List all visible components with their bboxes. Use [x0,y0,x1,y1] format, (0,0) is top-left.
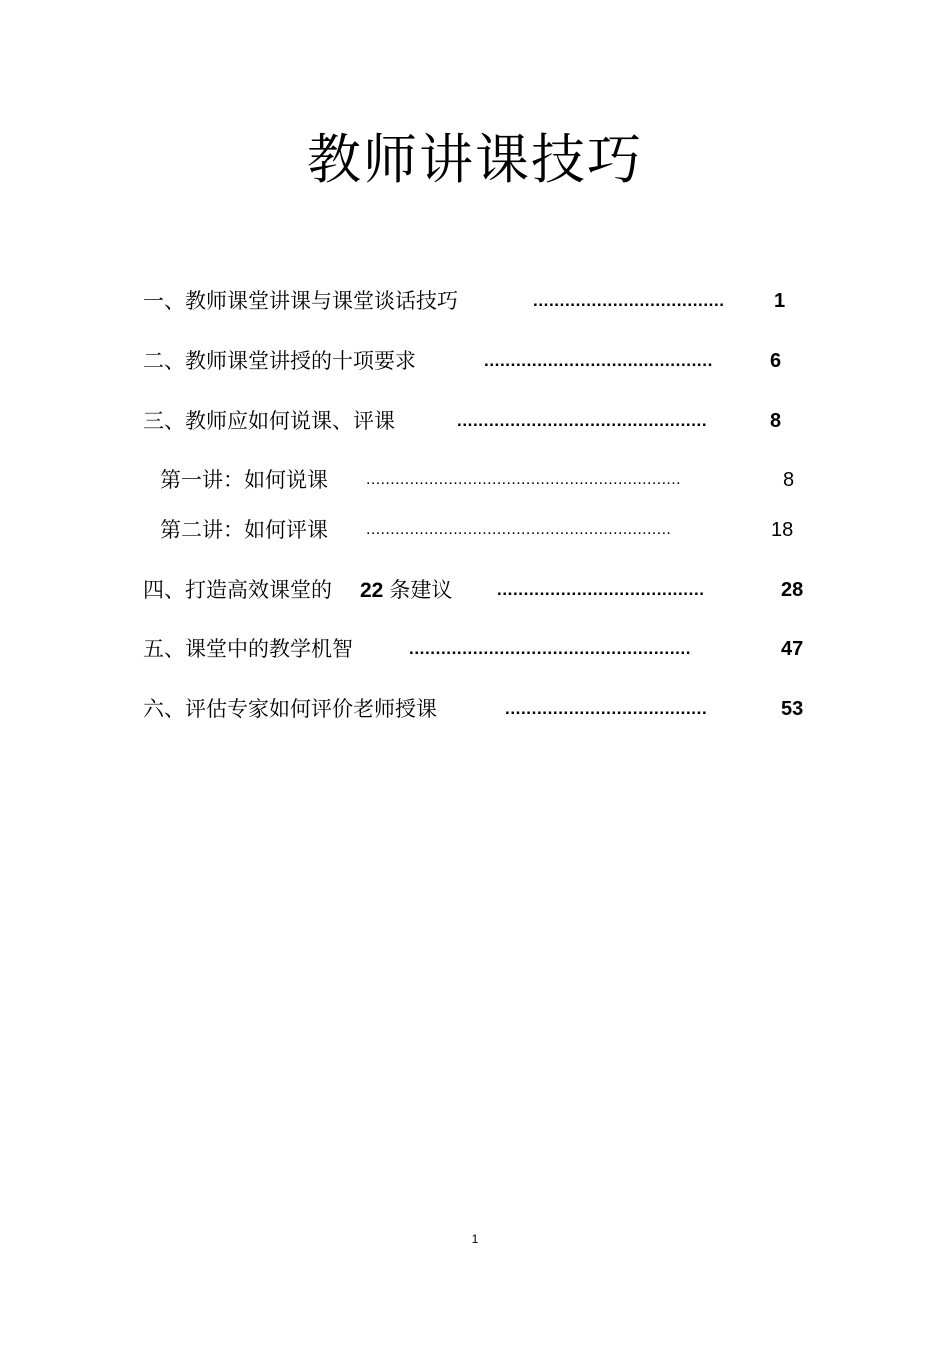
toc-page-number: 8 [783,469,795,491]
toc-page-number: 47 [781,638,804,660]
toc-page-number: 1 [774,290,786,312]
document-title: 教师讲课技巧 [307,128,643,191]
toc-entry-label: 六、评估专家如何评价老师授课 [143,697,437,721]
toc-entry[interactable] [143,346,793,376]
toc-entry-label [143,575,452,606]
toc-leader-dots: .................................... [533,291,725,310]
toc-entry[interactable] [143,694,813,724]
toc-entry[interactable] [143,634,813,664]
toc-subentry[interactable] [160,515,810,545]
toc-leader-dots: ............................................... [457,411,708,430]
toc-leader-dots: ............................................................... [366,521,672,538]
toc-entry-label: 三、教师应如何说课、评课 [143,409,395,433]
toc-label-suffix: 条建议 [389,578,453,602]
toc-subentry[interactable] [160,465,810,495]
toc-page-number: 8 [770,410,782,432]
toc-leader-dots: ................................................................. [366,471,681,488]
toc-leader-dots: ....................................... [497,580,705,599]
toc-leader-dots: ..................................................... [409,639,692,658]
toc-entry[interactable] [143,286,793,316]
toc-entry-label: 第二讲：如何评课 [160,518,328,542]
toc-page-number: 28 [781,579,804,601]
toc-entry-label: 一、教师课堂讲课与课堂谈话技巧 [143,289,458,313]
toc-entry-label: 第一讲：如何说课 [160,468,328,492]
toc-leader-dots: ...................................... [505,699,708,718]
toc-page-number: 53 [781,698,804,720]
footer-page-number: 1 [471,1232,479,1246]
toc-label-number: 22 [360,579,384,602]
toc-entry-label: 二、教师课堂讲授的十项要求 [143,349,416,373]
toc-leader-dots: ........................................... [484,351,713,370]
toc-page-number: 6 [770,350,782,372]
toc-label-prefix: 四、打造高效课堂的 [143,578,332,602]
toc-entry[interactable] [143,575,813,605]
toc-entry-label: 五、课堂中的教学机智 [143,637,353,661]
toc-entry[interactable] [143,406,793,436]
toc-page-number: 18 [771,519,794,541]
